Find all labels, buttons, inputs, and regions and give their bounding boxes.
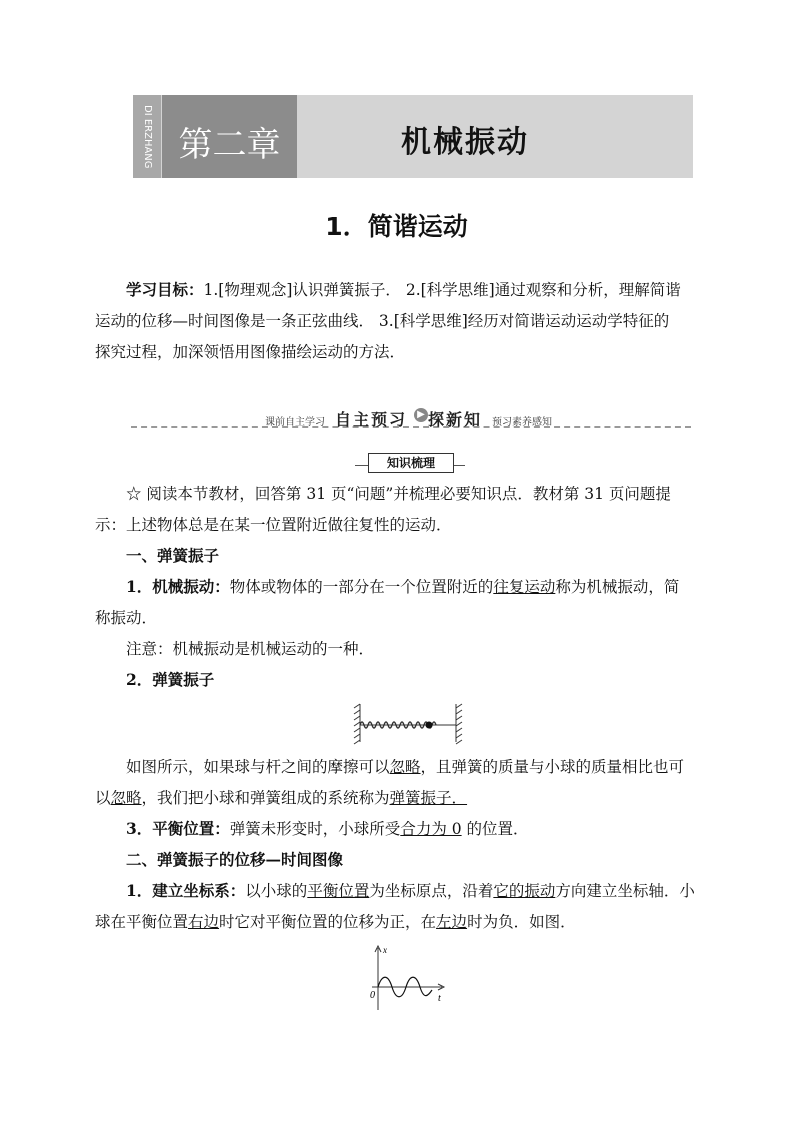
x-axis-label: x xyxy=(383,945,387,955)
sec1-heading: 一、弹簧振子 xyxy=(126,546,220,565)
displacement-time-graph xyxy=(362,944,450,1016)
banner-side-text: DI ERZHANG xyxy=(142,105,153,169)
sec2-p1-line2: 球在平衡位置右边时它对平衡位置的位移为正，在左边时为负．如图． xyxy=(95,913,576,931)
objectives-line-1: 学习目标：1.[物理观念]认识弹簧振子． 2.[科学思维]通过观察和分析，理解简谐 xyxy=(126,280,681,299)
divider-left-text: 课前自主学习 xyxy=(265,417,325,428)
knowledge-tag: 知识梳理 xyxy=(368,453,454,473)
intro-line-1: ☆ 阅读本节教材，回答第 31 页“问题”并梳理必要知识点．教材第 31 页问题提 xyxy=(126,485,671,503)
chapter-label: 第二章 xyxy=(178,125,281,165)
sec1-p1-line2: 称振动． xyxy=(95,609,158,627)
left-wall xyxy=(354,704,360,744)
t-axis-label: t xyxy=(438,993,441,1004)
sec1-p3: 3．平衡位置：弹簧未形变时，小球所受合力为 0 的位置． xyxy=(126,819,529,838)
ball xyxy=(426,722,433,729)
right-wall xyxy=(456,704,462,744)
divider-main-text-2: 探新知 xyxy=(428,410,483,429)
objectives-line-2: 运动的位移—时间图像是一条正弦曲线． 3.[科学思维]经历对简谐运动运动学特征的 xyxy=(95,312,670,330)
sec2-p1: 1．建立坐标系：以小球的平衡位置为坐标原点，沿着它的振动方向建立坐标轴．小 xyxy=(126,881,695,900)
divider-main-text-1: 自主预习 xyxy=(335,410,408,429)
sec1-note: 注意：机械振动是机械运动的一种． xyxy=(126,640,375,658)
objectives-line-3: 探究过程，加深领悟用图像描绘运动的方法． xyxy=(95,343,406,361)
arrow-icon: ▶ xyxy=(414,408,428,422)
sec2-heading: 二、弹簧振子的位移—时间图像 xyxy=(126,850,344,869)
origin-label: 0 xyxy=(370,990,375,1001)
section-divider xyxy=(131,426,691,428)
fig-desc-line-1: 如图所示，如果球与杆之间的摩擦可以忽略，且弹簧的质量与小球的质量相比也可 xyxy=(126,758,685,776)
intro-line-2: 示：上述物体总是在某一位置附近做往复性的运动． xyxy=(95,516,452,534)
spring-oscillator-figure xyxy=(352,700,464,746)
sec1-p2: 2．弹簧振子 xyxy=(126,670,215,689)
fig-desc-line-2: 以忽略，我们把小球和弹簧组成的系统称为弹簧振子． xyxy=(95,789,468,807)
section-title: 1．简谐运动 xyxy=(325,212,468,241)
chapter-title: 机械振动 xyxy=(401,125,529,160)
divider-right-text: 预习素养感知 xyxy=(492,417,552,428)
sec1-p1: 1．机械振动：物体或物体的一部分在一个位置附近的往复运动称为机械振动，简 xyxy=(126,577,680,596)
objectives-label: 学习目标： xyxy=(126,280,204,299)
